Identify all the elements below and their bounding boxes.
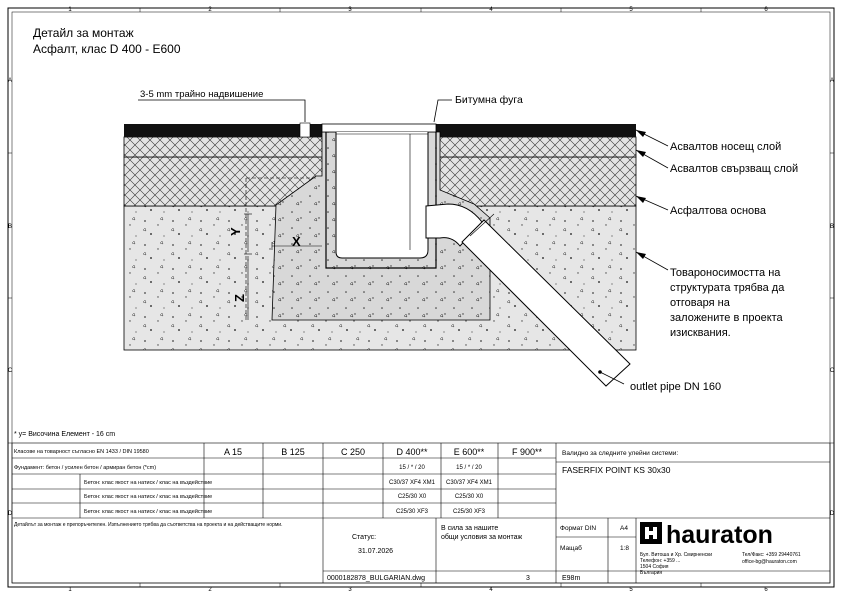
col-marker: 2 — [208, 587, 212, 593]
overheight-detail — [300, 123, 310, 137]
table-cell: 15 / * / 20 — [456, 465, 482, 471]
valid-for-label: Валидно за следните улейни системи: — [562, 450, 679, 457]
col-marker: 4 — [489, 7, 493, 13]
load-class: F 900** — [511, 447, 543, 457]
load-class: C 250 — [340, 447, 366, 457]
col-marker: 1 — [68, 7, 72, 13]
scale-label: Мащаб — [560, 545, 582, 552]
installation-notes: Детайлът за монтаж е препоръчителен. Изпълнението трябва да съответства на проекта и на действащите норми. — [14, 522, 283, 528]
bearing-note: Товароносимостта на структурата трябва да отговаря на заложените в проекта изисквания. — [670, 267, 785, 339]
outlet-pipe-label: outlet pipe DN 160 — [630, 381, 722, 393]
col-marker: 5 — [629, 587, 633, 593]
overheight-label: 3-5 mm трайно надвишение — [140, 89, 264, 100]
load-class: E 600** — [453, 447, 485, 457]
col-marker: 4 — [489, 587, 493, 593]
col-marker: 3 — [348, 7, 352, 13]
file-name: 0000182878_BULGARIAN.dwg — [327, 575, 426, 582]
table-cell: C30/37 XF4 XM1 — [388, 480, 436, 486]
hauraton-logo-icon — [640, 522, 662, 544]
footnote: * y= Височина Елемент - 16 cm — [14, 431, 116, 438]
company-address: Бул. Витоша и Хр. Смирненски Телефон: +359 ... 1504 София България — [640, 552, 713, 576]
table-cell: C25/30 XF3 — [452, 509, 486, 515]
dim-y-label: Y — [228, 227, 243, 236]
company-phone: Тел/Факс: +359 29440761 — [742, 552, 801, 558]
col-marker: 6 — [764, 587, 768, 593]
row-marker: D — [7, 511, 13, 517]
product-name: FASERFIX POINT KS 30x30 — [562, 465, 671, 475]
table-cell: C25/30 X0 — [397, 494, 427, 500]
bitumen-joint-label: Битумна фуга — [455, 94, 523, 106]
drawing-title: Детайл за монтаж — [33, 26, 134, 40]
drain-channel — [336, 132, 428, 258]
load-class: B 125 — [281, 447, 305, 457]
grating-frame — [322, 124, 436, 132]
col-marker: 3 — [348, 587, 352, 593]
status-date: 31.07.2026 — [358, 548, 394, 555]
binder-layer-label: Асвалтов свързващ слой — [670, 163, 799, 175]
wearing-layer-label: Асвалтов носещ слой — [670, 141, 782, 153]
row-marker: A — [7, 78, 13, 84]
table-cell: C25/30 XF3 — [395, 509, 429, 515]
format-label: Формат DIN — [560, 525, 597, 532]
row-marker: B — [829, 224, 835, 230]
company-email: office-bg@hauraton.com — [742, 559, 797, 565]
company-logo-text: hauraton — [666, 521, 773, 549]
row-header: Бетон: клас якост на натиск / клас на въздействие — [84, 509, 213, 515]
col-marker: 2 — [208, 7, 212, 13]
col-marker: 1 — [68, 587, 72, 593]
row-header: Бетон: клас якост на натиск / клас на въздействие — [84, 494, 213, 500]
dim-x-label: X — [292, 234, 301, 249]
revision: 3 — [526, 575, 530, 582]
dim-z-label: Z — [232, 294, 247, 302]
row-marker: B — [7, 224, 13, 230]
table-row-headers — [14, 449, 212, 515]
base-layer-label: Асфалтова основа — [670, 205, 766, 217]
row-marker: C — [829, 368, 835, 374]
row-header: Бетон: клас якост на натиск / клас на въздействие — [84, 480, 213, 486]
scale-value: 1:8 — [620, 545, 630, 552]
format-value: A4 — [620, 525, 628, 532]
table-cell: 15 / * / 20 — [399, 465, 425, 471]
row-marker: D — [829, 511, 835, 517]
drawing-subtitle: Асфалт, клас D 400 - E600 — [33, 42, 181, 56]
table-cell: C25/30 X0 — [454, 494, 484, 500]
row-header: Класове на товарност съгласно EN 1433 / DIN 19580 — [14, 449, 149, 455]
load-class: A 15 — [223, 447, 243, 457]
col-marker: 6 — [764, 7, 768, 13]
col-marker: 5 — [629, 7, 633, 13]
doc-code: E98m — [562, 575, 581, 582]
row-header: Фундамент: бетон / усилен бетон / армиран бетон (*cm) — [14, 465, 157, 471]
status-label: Статус: — [352, 534, 377, 541]
load-class: D 400** — [396, 447, 428, 457]
row-marker: A — [829, 78, 835, 84]
status-text: В сила за нашите общи условия за монтаж — [441, 525, 523, 541]
table-cell: C30/37 XF4 XM1 — [445, 480, 493, 486]
row-marker: C — [7, 368, 13, 374]
